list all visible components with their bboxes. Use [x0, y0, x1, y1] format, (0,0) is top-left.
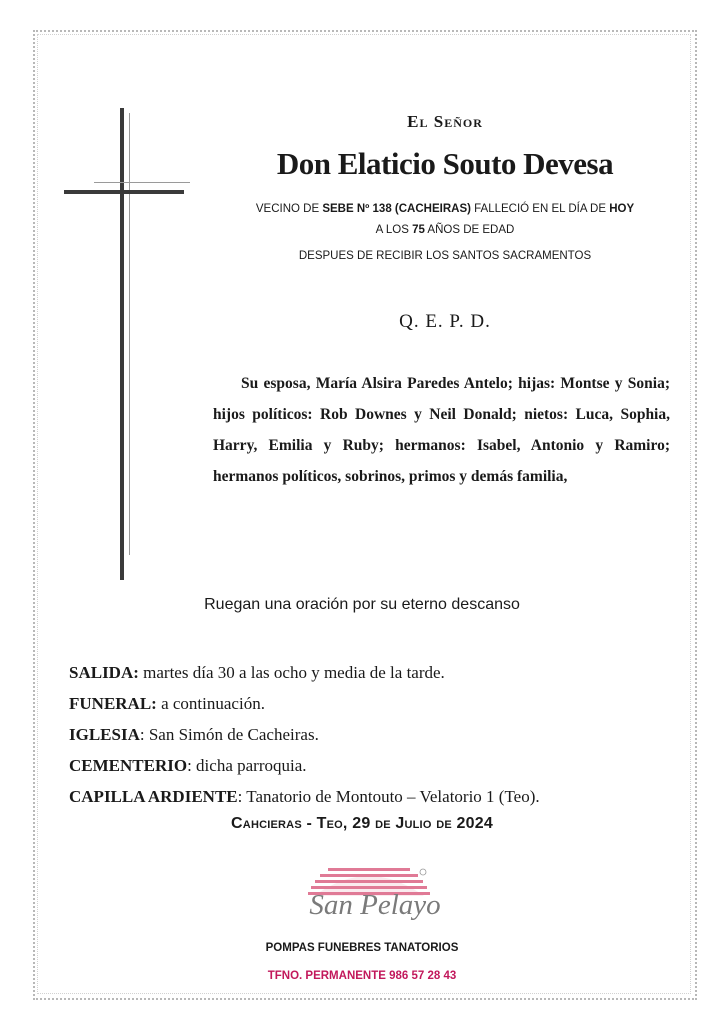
logo-wordmark: San Pelayo — [309, 889, 441, 921]
prayer-line: Ruegan una oración por su eterno descanso — [204, 596, 520, 613]
detail-row-salida: SALIDA: martes día 30 a las ocho y media de la tarde. — [69, 663, 445, 682]
service-details — [69, 657, 669, 812]
qepd: Q. E. P. D. — [399, 311, 491, 332]
detail-row-capilla: CAPILLA ARDIENTE: Tanatorio de Montouto – Velatorio 1 (Teo). — [69, 787, 540, 806]
detail-row-cementerio: CEMENTERIO: dicha parroquia. — [69, 756, 307, 775]
deceased-name: Don Elaticio Souto Devesa — [276, 146, 614, 181]
company-phone: TFNO. PERMANENTE 986 57 28 43 — [267, 970, 457, 982]
sacraments-line: DESPUES DE RECIBIR LOS SANTOS SACRAMENTOS — [298, 250, 592, 262]
residence-line: VECINO DE SEBE Nº 138 (CACHEIRAS) FALLECIÓ EN EL DÍA DE HOY — [255, 203, 635, 215]
age-line: A LOS 75 AÑOS DE EDAD — [375, 224, 515, 236]
detail-row-funeral: FUNERAL: a continuación. — [69, 694, 265, 713]
honorific: El Señor — [407, 112, 483, 131]
company-tagline: POMPAS FUNEBRES TANATORIOS — [265, 942, 459, 954]
detail-row-iglesia: IGLESIA: San Simón de Cacheiras. — [69, 725, 319, 744]
family-paragraph: Su esposa, María Alsira Paredes Antelo; hijas: Montse y Sonia; hijos políticos: Rob Downes y Neil Donald; nietos: Luca, Sophia, Harry, Emilia y Ruby; hermanos: Isabel, Antonio y Ramiro; hermanos políticos, sobrinos, primos y demás familia, — [213, 375, 670, 485]
place-date: Cahcieras - Teo, 29 de Julio de 2024 — [231, 815, 493, 832]
